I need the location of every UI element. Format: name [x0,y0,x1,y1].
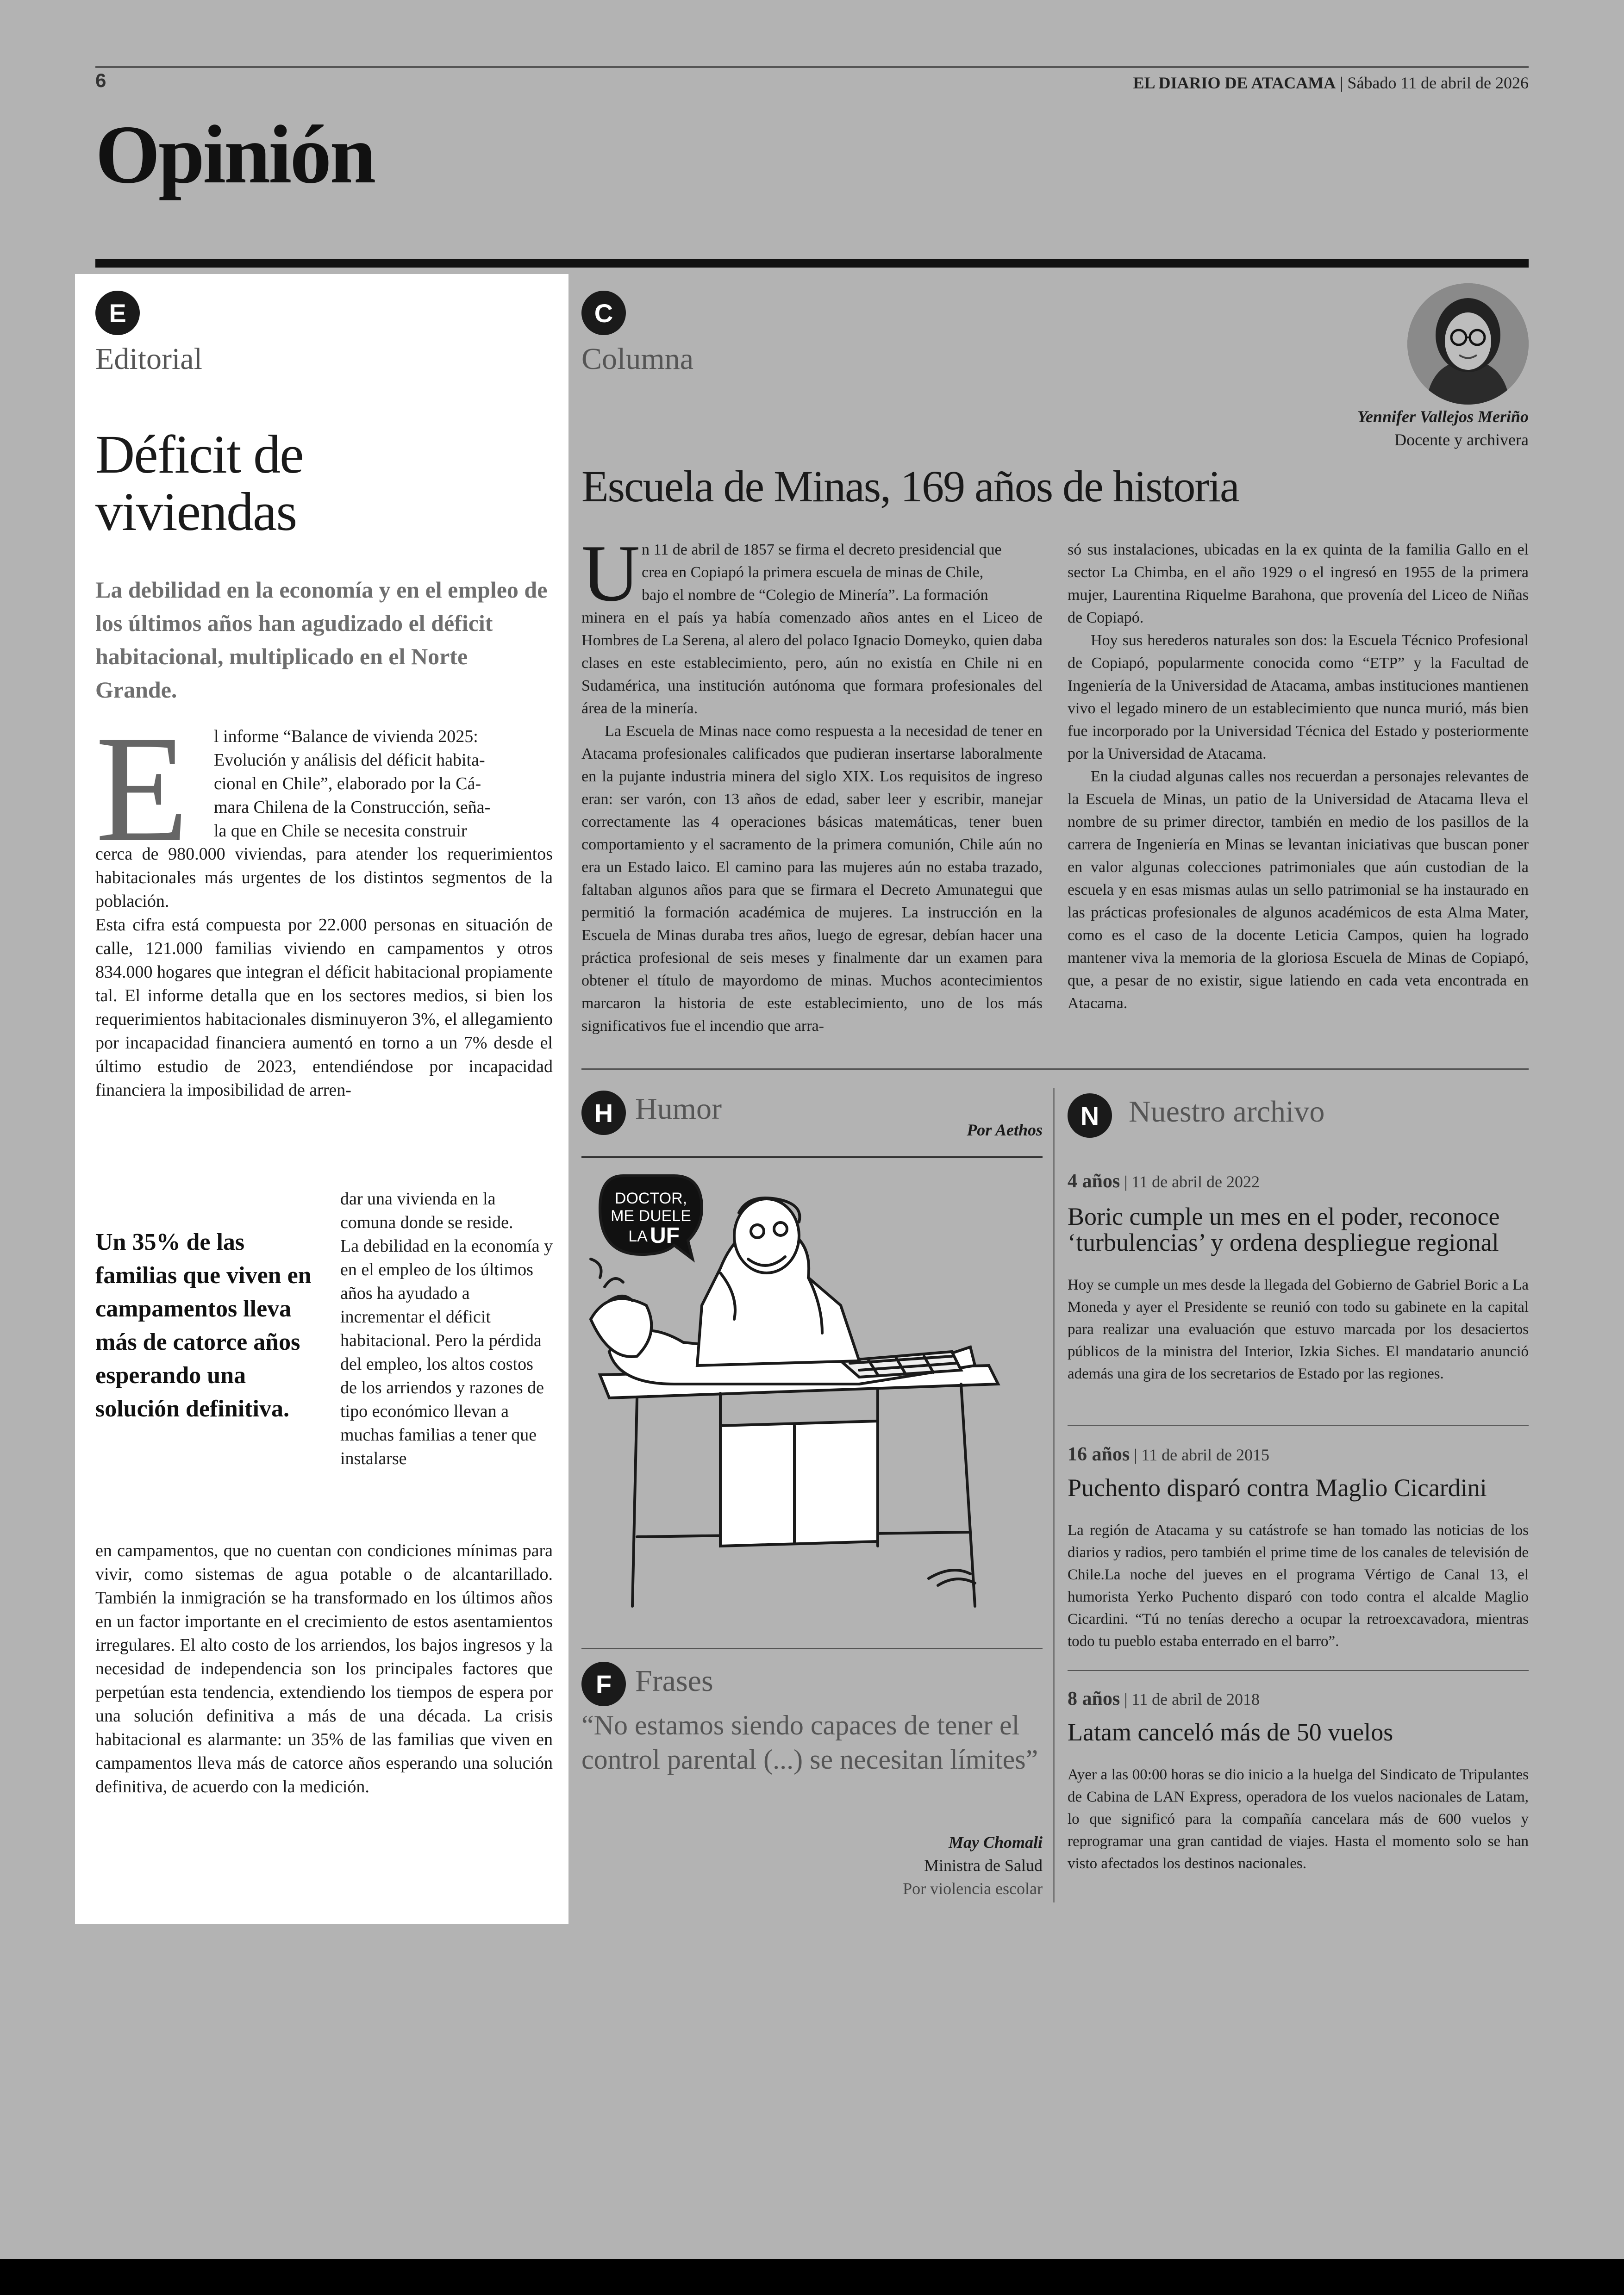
editorial-pullquote: Un 35% de las familias que viven en campamentos lleva más de catorce años esperando una solución definitiva. [95,1229,312,1422]
masthead-separator: | [1336,74,1348,92]
archive-item [1068,1170,1529,1385]
author-role: Docente y archivera [1394,430,1529,449]
column-paragraph: minera en el país ya había comenzado años antes en el Liceo de Hombres de La Serena, al alero del polaco Ignacio Domeyko, quien daba clases en este establecimiento, pero, aún no existía en Chile ni en Sudamérica, una institución autónoma que formara profesionales del área de la minería. [581,609,1043,717]
archive-item [1068,1443,1529,1653]
bottom-bar [0,2259,1624,2295]
humor-bottom-rule [581,1648,1043,1649]
editorial-body-narrow [340,1187,553,1471]
archive-dateline [1068,1443,1529,1466]
cartoon-bubble-line1: DOCTOR, [614,1190,687,1207]
editorial-title-line2: viviendas [95,481,297,542]
column-left-body [581,606,1043,1037]
humor-rule [581,1156,1043,1158]
editorial-paragraph: La debilidad en la economía y en el empleo de los últimos años ha ayudado a incrementar el déficit habitacional. Pero la pérdida del empleo, los altos costos de los arriendos y razones de tipo económico llevan a muchas familias a tener que instalarse [340,1236,553,1468]
column-intro-line: n 11 de abril de 1857 se firma el decreto presidencial que [642,541,1002,558]
section-title: Opinión [95,108,375,200]
frases-role: Ministra de Salud [924,1856,1043,1875]
frases-quote: “No estamos siendo capaces de tener el control parental (...) se necesitan límites” [581,1710,1038,1775]
frases-label: Frases [635,1664,713,1698]
intro-line: Evolución y análisis del déficit habita- [214,750,485,770]
archive-label: Nuestro archivo [1129,1095,1325,1129]
frases-name: May Chomali [948,1833,1043,1852]
column-paragraph: En la ciudad algunas calles nos recuerdan a personajes relevantes de la Escuela de Minas, un patio de la Universidad de Atacama lleva el nombre de su primer director, también en medio de los pasillos de la carrera de Ingeniería en Minas se levantan iniciativas que buscan poner en valor algunas colecciones patrimoniales que aún custodian de la escuela y en esas mismas aulas un sello patrimonial se ha instaurado en las prácticas profesionales de algunos académicos de esta Alma Mater, como es el caso de la docente Leticia Campos, quien ha logrado mantener viva la memoria de la gloriosa Escuela de Minas de Copiapó, que, a pesar de no existir, sigue latiendo en cada veta encontrada en Atacama. [1068,768,1529,1012]
archive-item [1068,1688,1529,1875]
editorial-dropcap: E [95,705,189,873]
author-photo [1407,283,1529,405]
column-paragraph: Hoy sus herederos naturales son dos: la Escuela Técnico Profesional de Copiapó, popularmente conocida como “ETP” y la Facultad de Ingeniería de la Universidad de Atacama, ambas instituciones mantienen vivo el legado minero de un establecimiento que nunca murió, más bien fue incorporado por la Universidad Técnica del Estado y posteriormente por la Universidad de Atacama. [1068,632,1529,762]
archive-rule [1068,1670,1529,1671]
humor-label: Humor [635,1092,722,1126]
cartoon-bubble-line3: LA [628,1228,648,1245]
author-name: Yennifer Vallejos Meriño [1357,407,1529,426]
humor-badge: H [581,1091,626,1135]
frases-attribution [581,1831,1043,1900]
column-kicker: Columna [581,342,693,376]
column-bottom-rule [581,1068,1529,1070]
column-intro-line: bajo el nombre de “Colegio de Minería”. La formación [642,586,988,604]
paper-name: EL DIARIO DE ATACAMA [1133,74,1336,92]
column-intro-line: crea en Copiapó la primera escuela de minas de Chile, [642,564,984,581]
column-author [1357,405,1529,451]
editorial-paragraph: cerca de 980.000 viviendas, para atender los requerimientos habitacionales más urgentes de los distintos segmentos de la población. [95,844,553,911]
archive-ago: 16 años [1068,1444,1130,1465]
column-badge: C [581,291,626,335]
issue-date: Sábado 11 de abril de 2026 [1347,74,1529,92]
archive-dateline [1068,1688,1529,1710]
archive-text: La región de Atacama y su catástrofe se han tomado las noticias de los diarios y radios, pero también el prime time de los canales de televisión de Chile.La noche del jueves en el programa Vértigo de Canal 13, el humorista Yerko Puchento disparó con todo contra el alcalde Maglio Cicardini. “Tú no tenías derecho a ocupar la retroexcavadora, mientras todo tu pueblo estaba enterrado en el barro”. [1068,1522,1529,1650]
intro-line: cional en Chile”, elaborado por la Cá- [214,774,481,793]
dateline-separator: | [1120,1172,1132,1191]
editorial-title-line1: Déficit de [95,424,303,485]
cartoon-bubble-line2: ME DUELE [611,1207,691,1225]
column-paragraph: só sus instalaciones, ubicadas en la ex quinta de la familia Gallo en el sector La Chimba, en el año 1929 o el ingresó en 1955 de la primera mujer, Laurentina Riquelme Barahona, que provenía del Liceo de Niñas de Copiapó. [1068,541,1529,626]
frases-topic: Por violencia escolar [903,1879,1043,1898]
editorial-paragraph: Esta cifra está compuesta por 22.000 personas en situación de calle, 121.000 familias viviendo en campamentos y otros 834.000 hogares que integran el déficit habitacional propiamente tal. El informe detalla que en los sectores medios, si bien los requerimientos habitacionales disminuyeron 3%, el allegamiento por incapacidad financiera aumentó en torno a un 7% desde el último estudio de 2023, entendiéndose por incapacidad financiera la imposibilidad de arren- [95,915,553,1100]
dateline-separator: | [1120,1690,1132,1709]
editorial-body-bottom [95,1539,553,1799]
archive-date: 11 de abril de 2018 [1131,1690,1260,1709]
top-rule [95,66,1529,68]
archive-text: Ayer a las 00:00 horas se dio inicio a la huelga del Sindicato de Tripulantes de Cabina de LAN Express, operadora de los vuelos nacionales de Latam, lo que significó para la compañía cancelara más de 600 vuelos y reprogramar una gran cantidad de viajes. Hasta el momento solo se han visto afectados los destinos nacionales. [1068,1766,1529,1872]
archive-text: Hoy se cumple un mes desde la llegada del Gobierno de Gabriel Boric a La Moneda y ayer el Presidente se reunió con todo su gabinete en la capital para realizar una evaluación que estuvo marcada por los desaciertos públicos de la ministra del Interior, Izkia Siches. El mandatario anunció además una gira de los secretarios de Estado por las regiones. [1068,1277,1529,1382]
frases-badge: F [581,1662,626,1706]
editorial-badge: E [95,291,140,335]
column-paragraph: La Escuela de Minas nace como respuesta a la necesidad de tener en Atacama profesionales calificados que pudieran insertarse laboralmente en la pujante industria minera del siglo XIX. Los requisitos de ingreso eran: ser varón, con 13 años de edad, saber leer y escribir, manejar correctamente las 4 operaciones básicas matemáticas, tener buen comportamiento y el sacramento de la primera comunión, Chile aún no era un Estado laico. El camino para las mujeres aún no estaba trazado, faltaban algunos años para que se firmara el Decreto Amunategui que permitió la formación académica de mujeres. La instrucción en la Escuela de Minas duraba tres años, luego de egresar, debían hacer una práctica profesional de seis meses y finalmente dar un examen para obtener el título de mayordomo de minas. Muchos acontecimientos marcaron la historia de este establecimiento, uno de los más significativos fue el incendio que arra- [581,723,1043,1035]
editorial-body-top [95,842,553,1102]
editorial-paragraph: en campamentos, que no cuentan con condiciones mínimas para vivir, como sistemas de agua potable o de alcantarillado. También la inmigración se ha transformado en los últimos años en un factor importante en el crecimiento de estos asentamientos irregulares. El alto costo de los arriendos, los bajos ingresos y la necesidad de independencia son los principales factores que perpetúan esta tendencia, extendiendo los tiempos de espera por una solución definitiva a más de una década. La crisis habitacional es alarmante: un 35% de las familias que viven en campamentos lleva más de catorce años esperando una solución definitiva, de acuerdo con la medición. [95,1541,553,1796]
intro-line: mara Chilena de la Construcción, seña- [214,798,491,817]
page-number: 6 [95,69,106,91]
column-intro-lines [642,538,1043,606]
column-right-body [1068,538,1529,1015]
author-photo-image [1407,283,1529,405]
archive-badge: N [1068,1093,1112,1138]
cartoon-drawing [581,1166,1043,1625]
dateline-separator: | [1130,1446,1142,1464]
cartoon-bubble-bold: UF [650,1223,680,1248]
archive-headline: Boric cumple un mes en el poder, reconoce ‘turbulencias’ y ordena despliegue regional [1068,1203,1500,1256]
intro-line: la que en Chile se necesita construir [214,821,467,841]
humor-byline: Por Aethos [967,1121,1043,1139]
editorial-title [95,426,549,541]
archive-ago: 4 años [1068,1171,1120,1192]
humor-cartoon [581,1166,1043,1625]
archive-headline: Latam canceló más de 50 vuelos [1068,1718,1393,1746]
section-rule [95,259,1529,268]
archive-rule [1068,1425,1529,1426]
masthead [1133,73,1529,93]
editorial-kicker: Editorial [95,342,202,376]
archive-headline: Puchento disparó contra Maglio Cicardini [1068,1474,1487,1502]
archive-dateline [1068,1170,1529,1192]
editorial-intro-lines [214,725,553,843]
archive-date: 11 de abril de 2015 [1141,1446,1270,1464]
archive-date: 11 de abril de 2022 [1131,1172,1260,1191]
editorial-deck: La debilidad en la economía y en el empleo de los últimos años han agudizado el déficit habitacional, multiplicado en el Norte Grande. [95,577,548,703]
archive-ago: 8 años [1068,1688,1120,1709]
intro-line: l informe “Balance de vivienda 2025: [214,727,478,746]
column-title: Escuela de Minas, 169 años de historia [581,461,1239,511]
column-dropcap: U [581,528,640,618]
column-divider [1053,1088,1055,1902]
editorial-paragraph: dar una vivienda en la comuna donde se reside. [340,1189,513,1232]
